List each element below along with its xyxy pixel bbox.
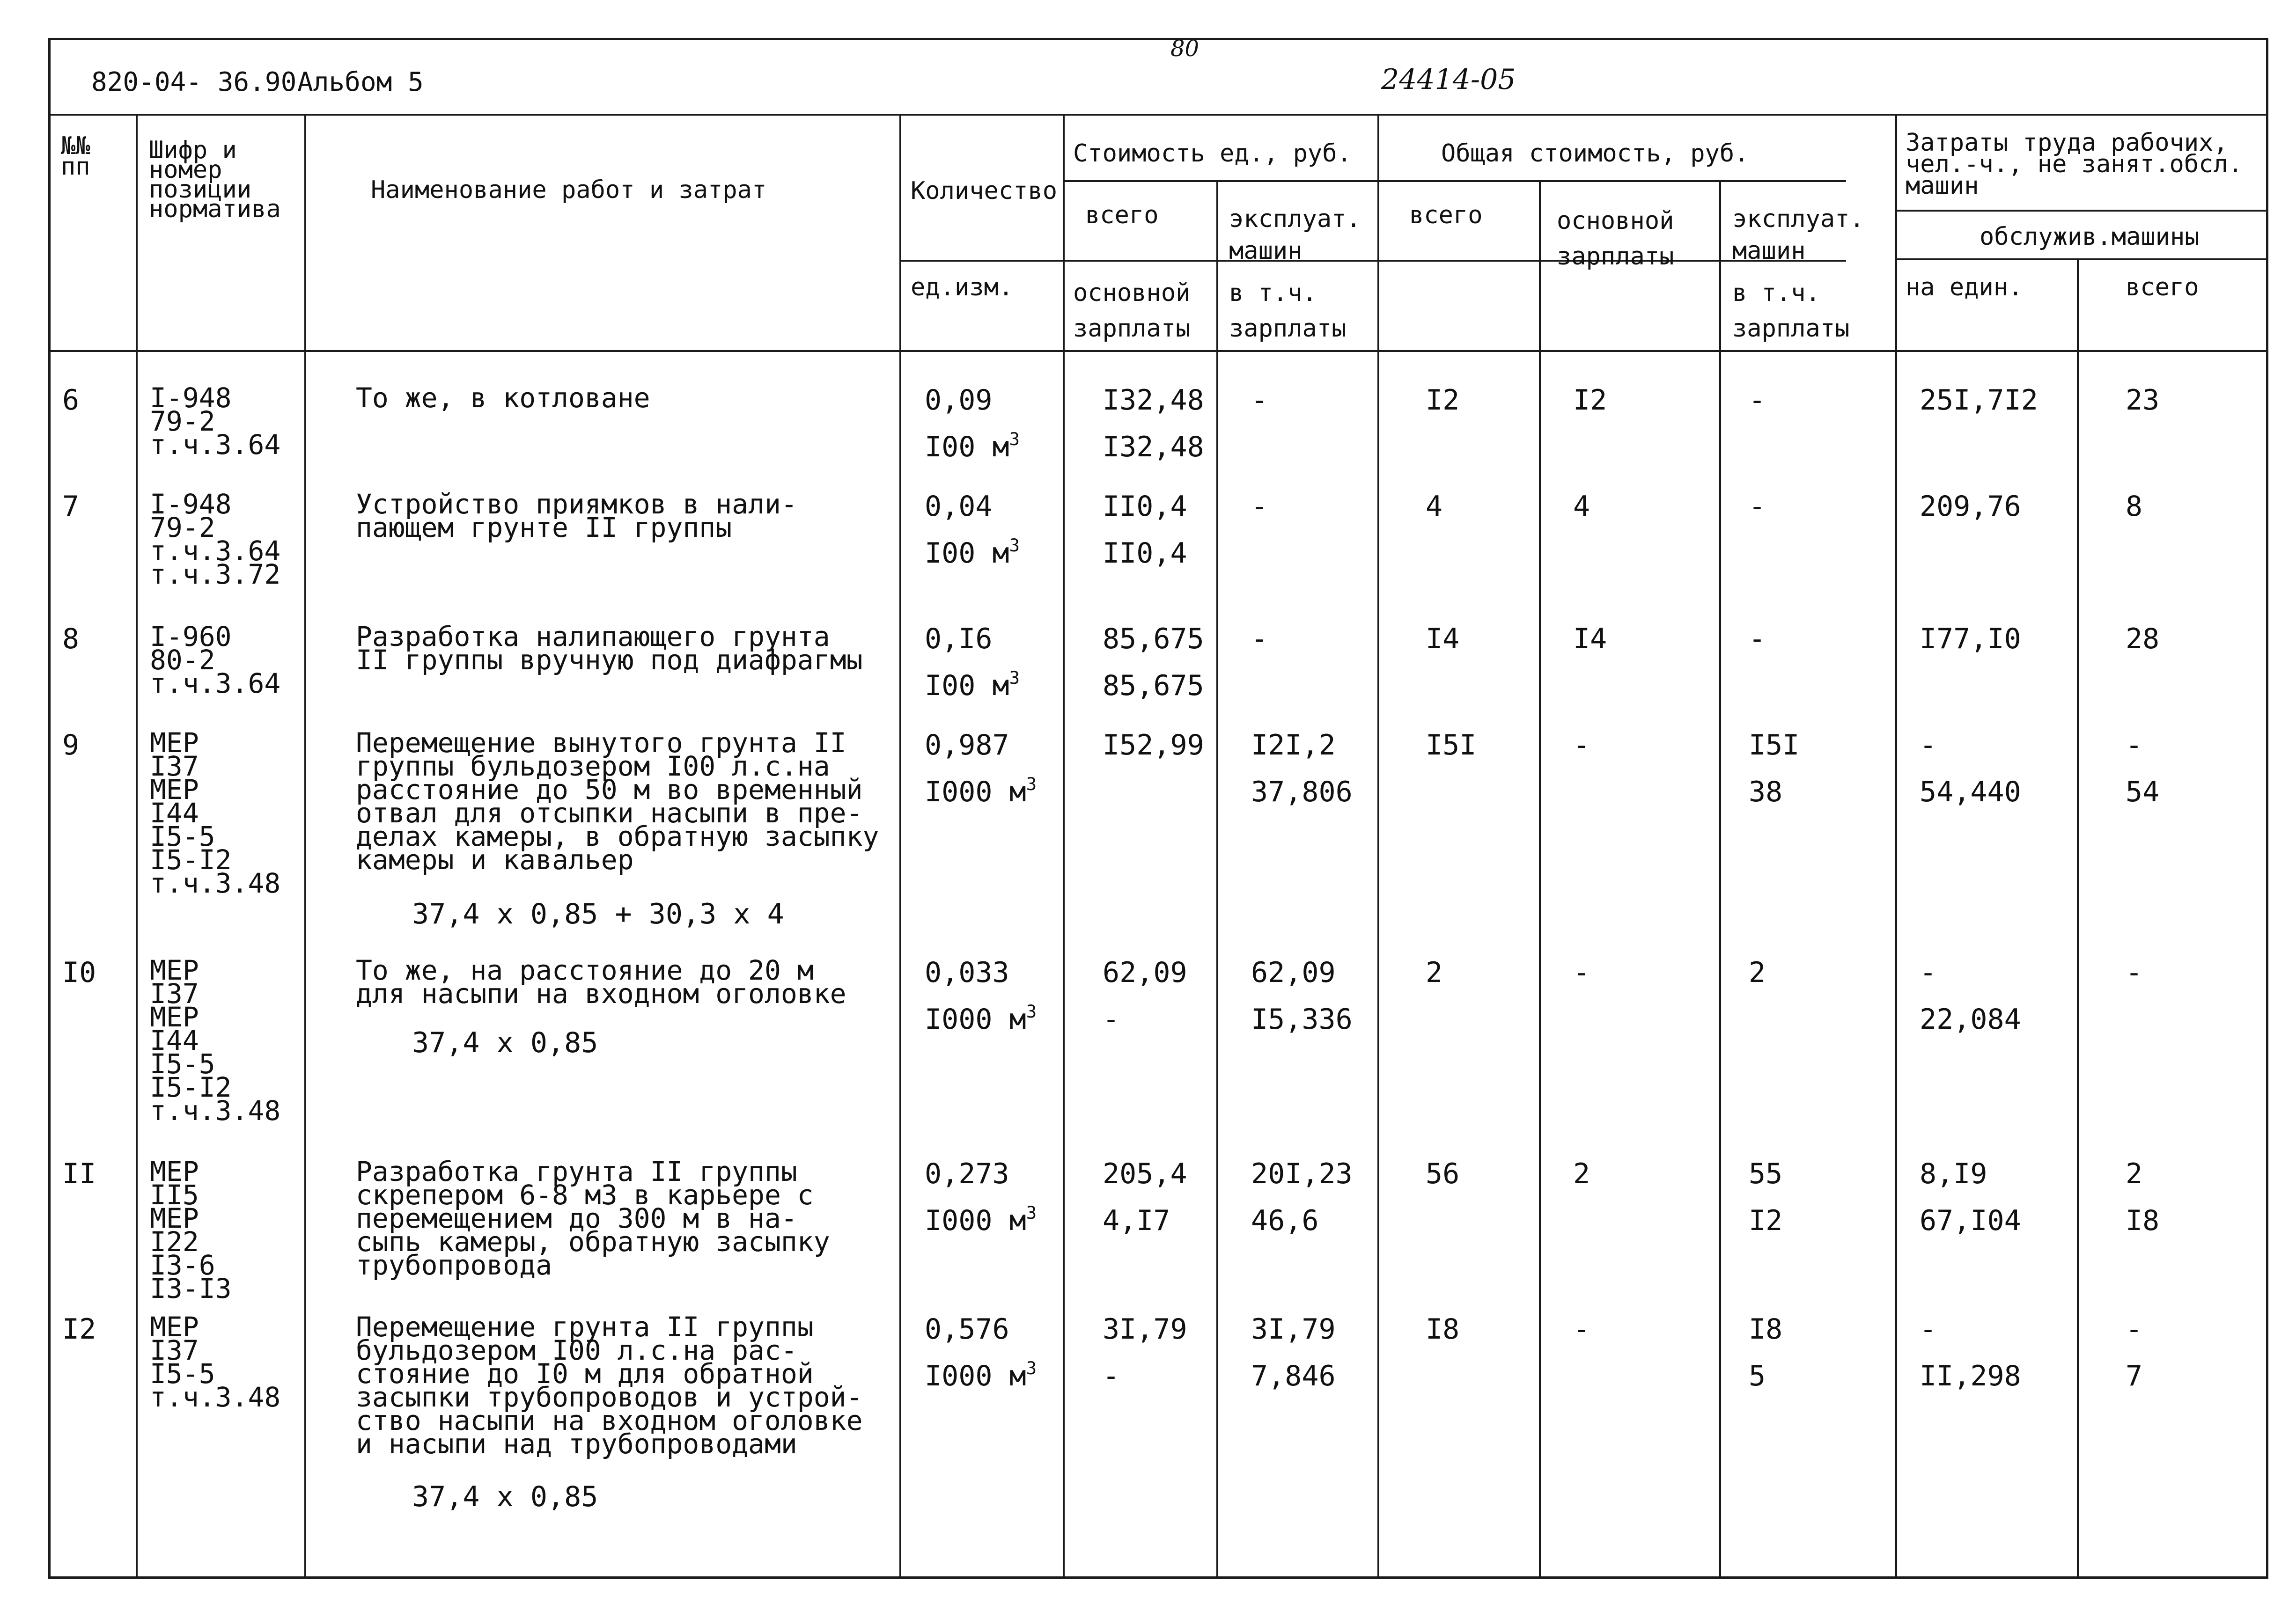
unit-cost-machines: 20I,23 bbox=[1251, 1157, 1353, 1190]
unit-cost-salary: - bbox=[1103, 1360, 1120, 1392]
unit-cost-machines: - bbox=[1251, 623, 1268, 655]
unit-text: I00 м bbox=[925, 537, 1009, 570]
labor-total-service: 54 bbox=[2126, 776, 2160, 808]
quantity: 0,273 bbox=[925, 1157, 1009, 1190]
unit-cost-machines: 3I,79 bbox=[1251, 1313, 1336, 1346]
col-divider-labor-total bbox=[2077, 258, 2079, 1579]
unit-cost-salary: 85,675 bbox=[1103, 669, 1204, 702]
unit-text: I000 м bbox=[925, 1003, 1026, 1036]
quantity: 0,033 bbox=[925, 956, 1009, 989]
unit-exponent: 3 bbox=[1026, 773, 1037, 794]
quantity-unit bbox=[925, 428, 1020, 463]
header-labor: Затраты труда рабочих, чел.-ч., не занят.обсл. машин bbox=[1906, 129, 2243, 200]
unit-exponent: 3 bbox=[1026, 1001, 1037, 1022]
total-machines: 55 bbox=[1749, 1157, 1783, 1190]
col-divider-unit-total bbox=[1063, 114, 1065, 1579]
work-name: То же, в котловане bbox=[356, 382, 650, 414]
labor-sub-divider bbox=[1895, 258, 2268, 260]
labor-total-service: I8 bbox=[2126, 1204, 2160, 1237]
labor-per-unit: 25I,7I2 bbox=[1920, 384, 2038, 417]
unit-exponent: 3 bbox=[1026, 1357, 1037, 1378]
row-number: 9 bbox=[62, 729, 80, 762]
header-labor-total: всего bbox=[2126, 273, 2199, 301]
work-name: Перемещение вынутого грунта II группы бульдозером I00 л.с.на расстояние до 50 м во временный отвал для отсыпки насыпи в пре- делах камеры, в обратную засыпку камеры и кавальер bbox=[356, 727, 879, 876]
quantity: 0,987 bbox=[925, 729, 1009, 762]
total-salary: - bbox=[1573, 1313, 1590, 1346]
unit-exponent: 3 bbox=[1009, 535, 1020, 556]
row-number: 6 bbox=[62, 384, 80, 417]
unit-cost-total: 205,4 bbox=[1103, 1157, 1187, 1190]
total-cost: 4 bbox=[1426, 490, 1443, 523]
header-labor-service: обслужив.машины bbox=[1980, 223, 2200, 251]
total-salary: - bbox=[1573, 956, 1590, 989]
page-number: 80 bbox=[1170, 36, 1200, 62]
unit-cost-salary: - bbox=[1103, 1003, 1120, 1036]
album-label: Альбом 5 bbox=[297, 67, 424, 97]
labor-total: 28 bbox=[2126, 623, 2160, 655]
labor-total-service: 7 bbox=[2126, 1360, 2143, 1392]
col-divider-qty bbox=[899, 114, 901, 1579]
unit-cost-salary: II0,4 bbox=[1103, 537, 1187, 570]
unit-cost-machines: - bbox=[1251, 384, 1268, 417]
work-name: Устройство приямков в нали- пающем грунте II группы bbox=[356, 488, 797, 543]
quantity: 0,04 bbox=[925, 490, 993, 523]
header-unit-machines-sub: в т.ч. зарплаты bbox=[1229, 279, 1347, 343]
unit-exponent: 3 bbox=[1009, 667, 1020, 688]
labor-per-unit-service: II,298 bbox=[1920, 1360, 2021, 1392]
header-total-machines: эксплуат. машин bbox=[1732, 205, 1864, 265]
row-number: II bbox=[62, 1157, 96, 1190]
document-code: 820-04- 36.90 bbox=[91, 67, 297, 97]
norm-code: МЕР I37 I5-5 т.ч.3.48 bbox=[150, 1311, 281, 1413]
quantity-unit bbox=[925, 773, 1037, 808]
header-unit-total: всего bbox=[1085, 201, 1159, 229]
header-total-salary: основной зарплаты bbox=[1557, 207, 1674, 271]
total-salary: 4 bbox=[1573, 490, 1590, 523]
header-qty: Количество bbox=[911, 177, 1058, 205]
work-name: То же, на расстояние до 20 м для насыпи на входном оголовке bbox=[356, 954, 846, 1010]
total-machines: - bbox=[1749, 623, 1766, 655]
unit-cost-total: II0,4 bbox=[1103, 490, 1187, 523]
labor-total: 8 bbox=[2126, 490, 2143, 523]
norm-code: I-948 79-2 т.ч.3.64 bbox=[150, 382, 281, 461]
norm-code: МЕР I37 МЕР I44 I5-5 I5-I2 т.ч.3.48 bbox=[150, 954, 281, 1127]
total-cost: I5I bbox=[1426, 729, 1477, 762]
unit-text: I00 м bbox=[925, 669, 1009, 702]
labor-per-unit: I77,I0 bbox=[1920, 623, 2021, 655]
labor-divider bbox=[1895, 210, 2268, 212]
labor-per-unit: 8,I9 bbox=[1920, 1157, 1987, 1190]
labor-total: - bbox=[2126, 1313, 2143, 1346]
labor-total: - bbox=[2126, 956, 2143, 989]
col-divider-total bbox=[1377, 114, 1379, 1579]
labor-total: 23 bbox=[2126, 384, 2160, 417]
norm-code: I-960 80-2 т.ч.3.64 bbox=[150, 621, 281, 699]
total-cost: I8 bbox=[1426, 1313, 1460, 1346]
unit-cost-salary: 4,I7 bbox=[1103, 1204, 1170, 1237]
unit-text: I000 м bbox=[925, 1204, 1026, 1237]
labor-per-unit: - bbox=[1920, 956, 1937, 989]
unit-text: I000 м bbox=[925, 1360, 1026, 1392]
unit-cost-machines-salary: 46,6 bbox=[1251, 1204, 1319, 1237]
norm-code: I-948 79-2 т.ч.3.64 т.ч.3.72 bbox=[150, 488, 281, 590]
header-total-cost: Общая стоимость, руб. bbox=[1441, 139, 1749, 168]
labor-per-unit-service: 67,I04 bbox=[1920, 1204, 2021, 1237]
volume-formula: 37,4 x 0,85 bbox=[412, 1480, 598, 1513]
total-cost: 2 bbox=[1426, 956, 1443, 989]
unit-cost-salary: I32,48 bbox=[1103, 431, 1204, 463]
header-name: Наименование работ и затрат bbox=[371, 176, 767, 204]
unit-cost-total: I52,99 bbox=[1103, 729, 1204, 762]
total-machines-salary: 5 bbox=[1749, 1360, 1766, 1392]
unit-exponent: 3 bbox=[1026, 1202, 1037, 1223]
unit-cost-machines-salary: 7,846 bbox=[1251, 1360, 1336, 1392]
unit-cost-divider bbox=[1063, 180, 1846, 182]
header-bottom-line bbox=[48, 350, 2268, 352]
col-divider-name bbox=[304, 114, 306, 1579]
row-number: I0 bbox=[62, 956, 96, 989]
total-cost: 56 bbox=[1426, 1157, 1460, 1190]
norm-code: МЕР I37 МЕР I44 I5-5 I5-I2 т.ч.3.48 bbox=[150, 727, 281, 899]
unit-cost-machines-salary: I5,336 bbox=[1251, 1003, 1353, 1036]
labor-per-unit: 209,76 bbox=[1920, 490, 2021, 523]
header-top-line bbox=[48, 114, 2268, 116]
labor-per-unit: - bbox=[1920, 729, 1937, 762]
total-machines-salary: 38 bbox=[1749, 776, 1783, 808]
total-machines: I8 bbox=[1749, 1313, 1783, 1346]
labor-per-unit-service: 54,440 bbox=[1920, 776, 2021, 808]
quantity: 0,I6 bbox=[925, 623, 993, 655]
handwritten-code: 24414-05 bbox=[1381, 63, 1516, 96]
unit-text: I00 м bbox=[925, 431, 1009, 463]
total-machines: 2 bbox=[1749, 956, 1766, 989]
total-machines-salary: I2 bbox=[1749, 1204, 1783, 1237]
quantity-unit bbox=[925, 1202, 1037, 1237]
total-machines: - bbox=[1749, 384, 1766, 417]
header-num: №№ пп bbox=[61, 132, 90, 181]
total-cost: I2 bbox=[1426, 384, 1460, 417]
unit-cost-machines-salary: 37,806 bbox=[1251, 776, 1353, 808]
total-machines: - bbox=[1749, 490, 1766, 523]
quantity: 0,576 bbox=[925, 1313, 1009, 1346]
unit-exponent: 3 bbox=[1009, 428, 1020, 449]
quantity-unit bbox=[925, 1001, 1037, 1036]
total-machines: I5I bbox=[1749, 729, 1800, 762]
header-total-machines-sub: в т.ч. зарплаты bbox=[1732, 279, 1850, 343]
unit-cost-machines: - bbox=[1251, 490, 1268, 523]
unit-cost-total: I32,48 bbox=[1103, 384, 1204, 417]
norm-code: МЕР II5 МЕР I22 I3-6 I3-I3 bbox=[150, 1156, 232, 1304]
col-divider-total-mach bbox=[1719, 180, 1721, 1579]
quantity-unit bbox=[925, 1357, 1037, 1392]
col-divider-total-salary bbox=[1539, 180, 1541, 1579]
header-qty-unit: ед.изм. bbox=[911, 273, 1014, 301]
work-name: Разработка налипающего грунта II группы вручную под диафрагмы bbox=[356, 621, 863, 676]
header-code: Шифр и номер позиции норматива bbox=[149, 136, 281, 223]
qty-divider bbox=[899, 260, 1846, 262]
header-unit-cost: Стоимость ед., руб. bbox=[1073, 139, 1352, 168]
unit-text: I000 м bbox=[925, 776, 1026, 808]
total-salary: I4 bbox=[1573, 623, 1607, 655]
unit-cost-machines: 62,09 bbox=[1251, 956, 1336, 989]
unit-cost-total: 3I,79 bbox=[1103, 1313, 1187, 1346]
total-cost: I4 bbox=[1426, 623, 1460, 655]
unit-cost-total: 85,675 bbox=[1103, 623, 1204, 655]
volume-formula: 37,4 x 0,85 bbox=[412, 1026, 598, 1059]
work-name: Разработка грунта II группы скрепером 6-8 м3 в карьере с перемещением до 300 м в на- сыпь камеры, обратную засыпку трубопровода bbox=[356, 1156, 830, 1281]
header-total-all: всего bbox=[1409, 201, 1483, 229]
header-unit-total-sub: основной зарплаты bbox=[1073, 279, 1191, 343]
labor-per-unit: - bbox=[1920, 1313, 1937, 1346]
row-number: 7 bbox=[62, 490, 80, 523]
labor-total: 2 bbox=[2126, 1157, 2143, 1190]
labor-total: - bbox=[2126, 729, 2143, 762]
total-salary: 2 bbox=[1573, 1157, 1590, 1190]
row-number: I2 bbox=[62, 1313, 96, 1346]
quantity-unit bbox=[925, 667, 1020, 702]
work-name: Перемещение грунта II группы бульдозером I00 л.с.на рас- стояние до I0 м для обратной засыпки трубопроводов и устрой- ство насыпи на входном оголовке и насыпи над трубопроводами bbox=[356, 1311, 863, 1460]
col-divider-unit-mach bbox=[1216, 180, 1218, 1579]
unit-cost-machines: I2I,2 bbox=[1251, 729, 1336, 762]
header-labor-per-unit: на един. bbox=[1906, 273, 2023, 301]
quantity: 0,09 bbox=[925, 384, 993, 417]
row-number: 8 bbox=[62, 623, 80, 655]
volume-formula: 37,4 x 0,85 + 30,3 x 4 bbox=[412, 898, 784, 930]
total-salary: I2 bbox=[1573, 384, 1607, 417]
col-divider-code bbox=[136, 114, 138, 1579]
total-salary: - bbox=[1573, 729, 1590, 762]
labor-per-unit-service: 22,084 bbox=[1920, 1003, 2021, 1036]
header-unit-machines: эксплуат. машин bbox=[1229, 205, 1361, 265]
col-divider-labor bbox=[1895, 114, 1897, 1579]
unit-cost-total: 62,09 bbox=[1103, 956, 1187, 989]
quantity-unit bbox=[925, 535, 1020, 570]
